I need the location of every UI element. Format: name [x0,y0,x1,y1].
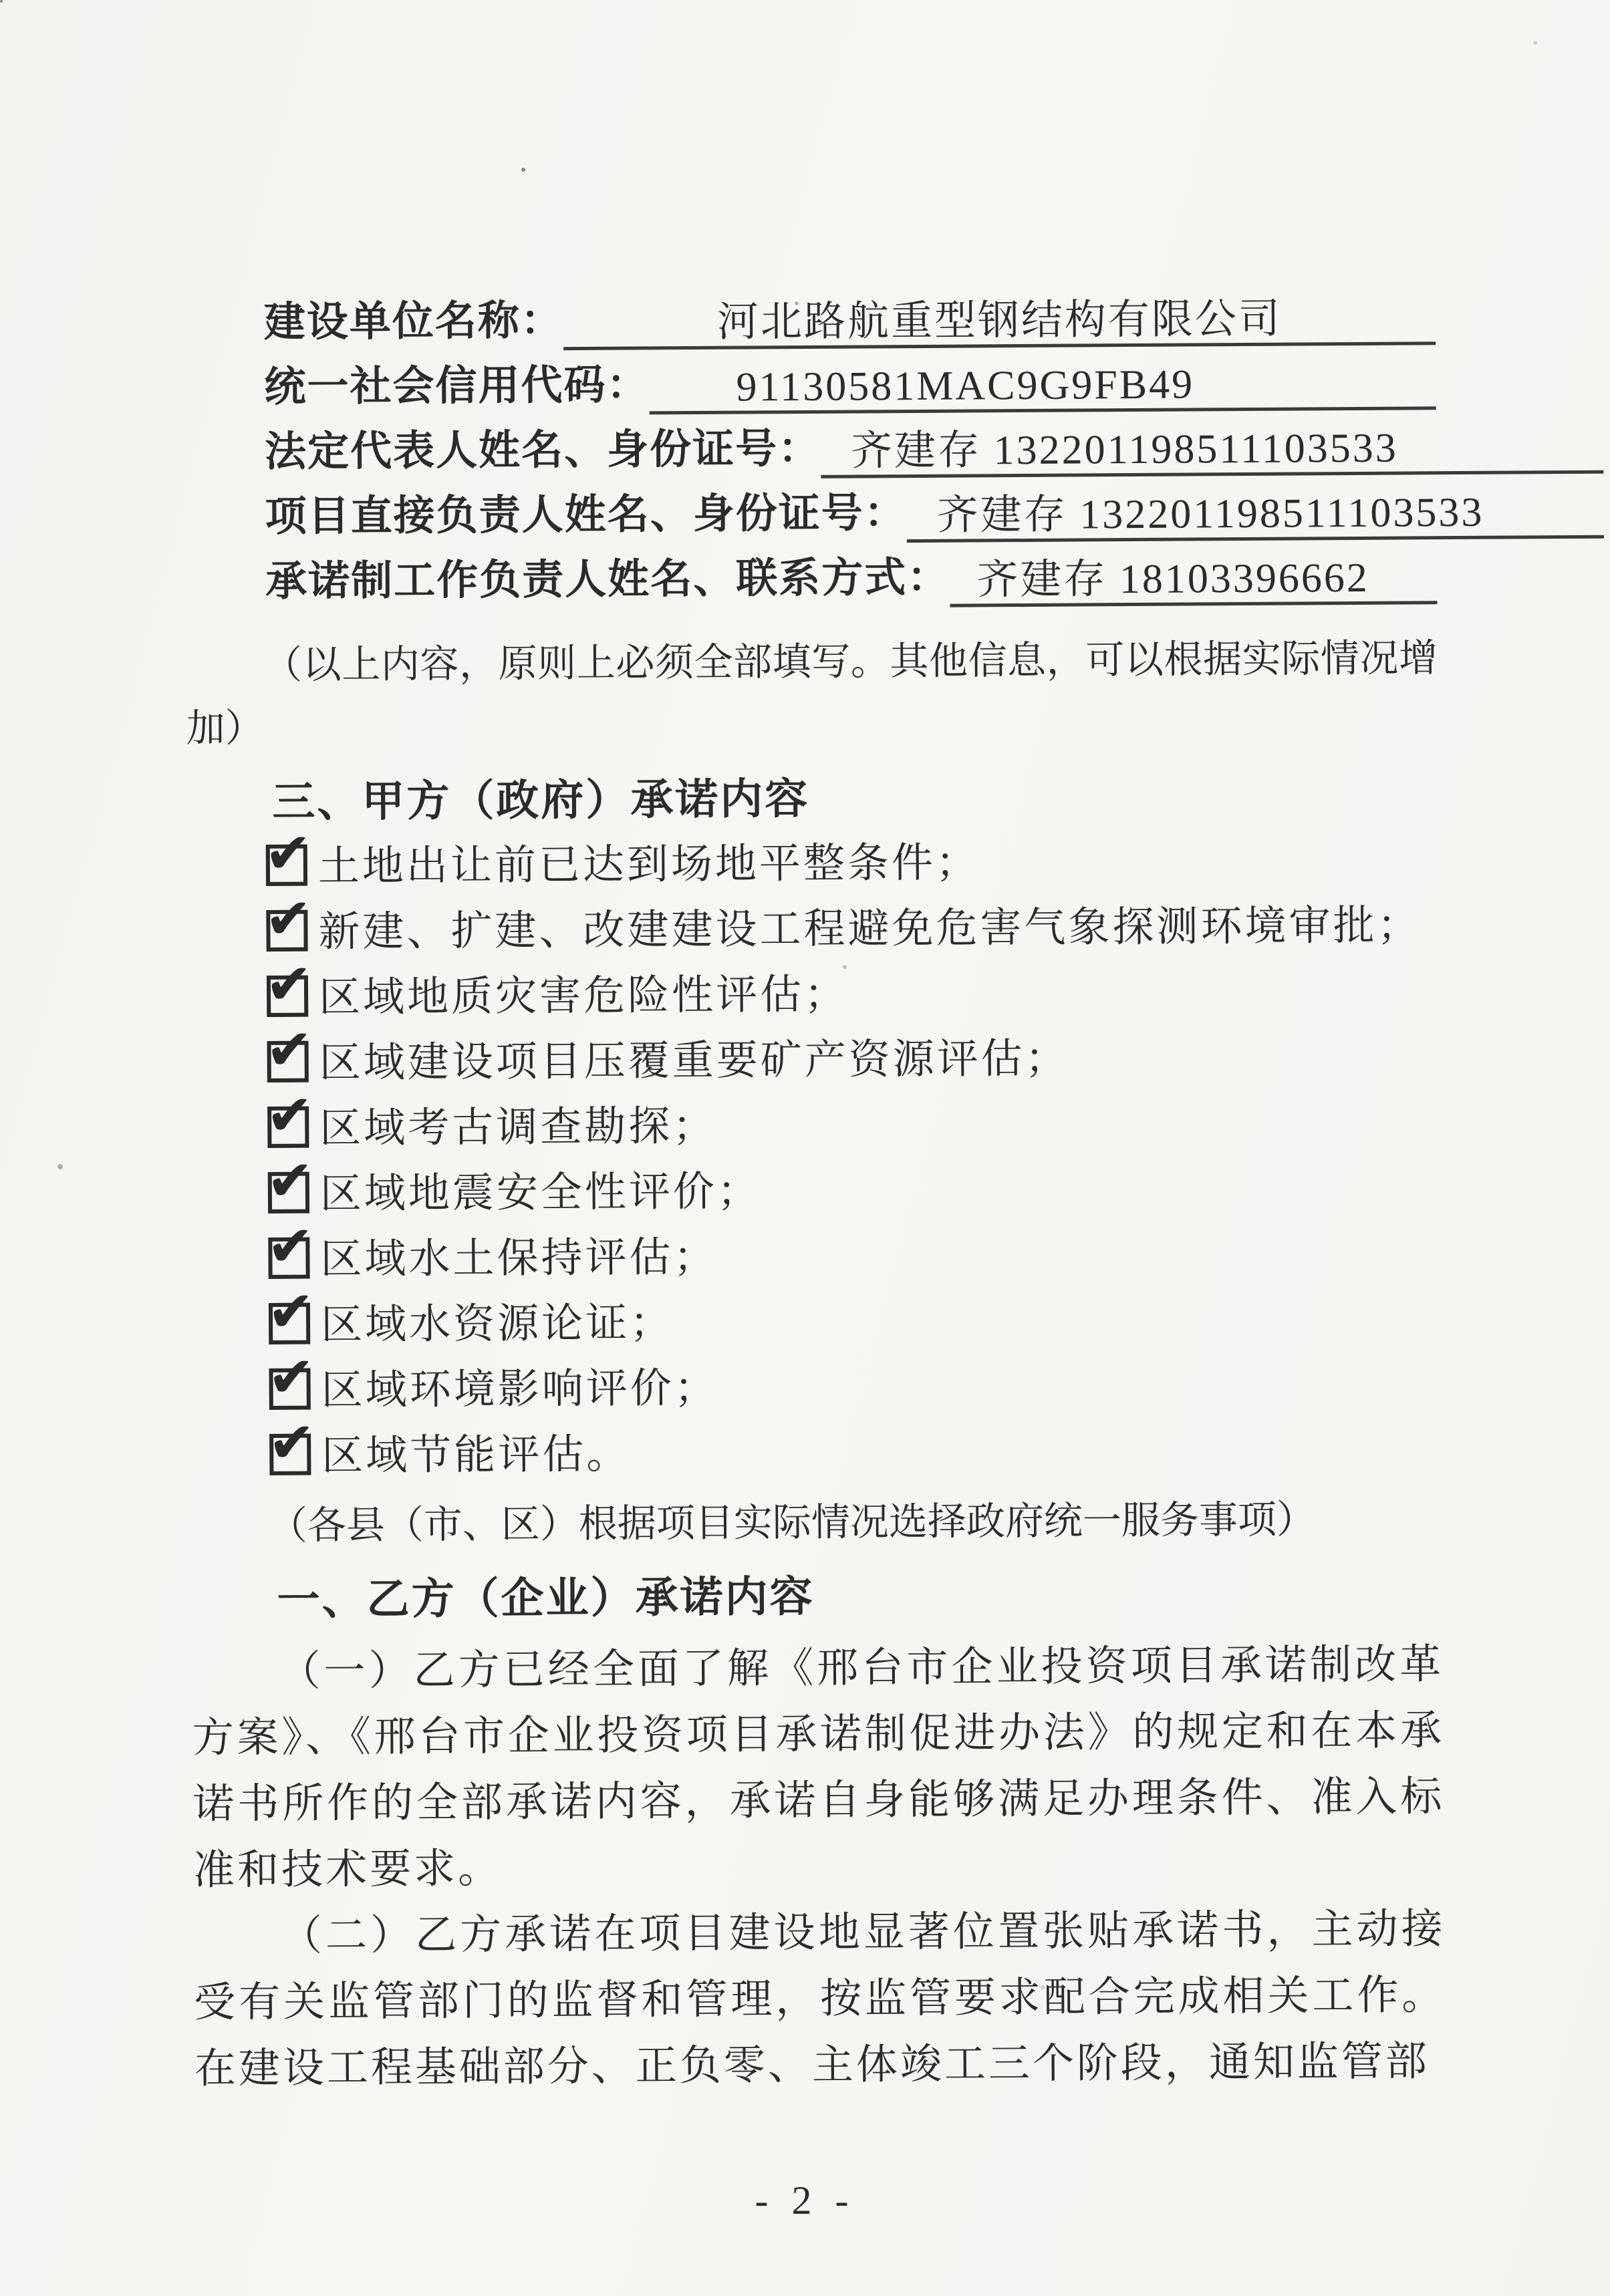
party-a-heading: 三、甲方（政府）承诺内容 [272,774,810,826]
checklist-item [269,1286,1442,1358]
form-field-row [264,280,1436,352]
checklist-item [266,827,1440,900]
scan-speck-artifacts [0,0,3,3]
party-a-checklist [187,827,1443,1489]
party-b-paragraph-1: （一）乙方已经全面了解《邢台市企业投资项目承诺制改革方案》、《邢台市企业投资项目承诺制促进办法》的规定和在本承诺书所作的全部承诺内容，承诺自身能够满足办理条件、准入标准和技术要求。 [192,1642,1445,1894]
checklist-item [267,1089,1441,1162]
form-field-value-underlined: 齐建存 132201198511103533 [821,426,1603,478]
checked-checkbox-icon [268,1172,309,1213]
form-field-value-underlined: 齐建存 132201198511103533 [907,491,1604,543]
header-form-fields [184,280,1484,611]
form-field-row [265,539,1438,611]
form-field-label: 项目直接负责人姓名、身份证号： [265,490,907,540]
form-field-row [265,409,1604,482]
checklist-item [269,1351,1442,1424]
checked-checkbox-icon [268,1238,309,1279]
checklist-item-text: 区域地震安全性评价； [319,1169,762,1217]
checklist-item [269,1417,1443,1489]
checked-checkbox-icon [269,1434,311,1475]
checklist-item [267,1024,1440,1097]
checklist-item [268,1220,1442,1293]
form-field-row [265,474,1604,547]
form-field-label: 法定代表人姓名、身份证号： [264,426,821,475]
party-b-heading: 一、乙方（企业）承诺内容 [277,1572,815,1624]
checklist-item-text: 区域地质灾害危险性评估； [318,972,849,1021]
checklist-item-text: 区域考古调查勘探； [319,1103,717,1152]
county-selection-note: （各县（市、区）根据项目实际情况选择政府统一服务事项） [268,1497,1316,1548]
page-number: - 2 - [755,2178,855,2222]
checklist-item-text: 区域节能评估。 [321,1431,631,1479]
form-field-value-underlined: 91130581MAC9G9FB49 [649,362,1436,414]
form-field-row [264,345,1436,417]
form-field-label: 建设单位名称： [263,298,564,345]
checklist-item-text: 区域建设项目压覆重要矿产资源评估； [319,1036,1069,1087]
form-field-label: 承诺制工作负责人姓名、联系方式： [265,555,950,605]
party-b-paragraph-2: （二）乙方承诺在项目建设地显著位置张贴承诺书，主动接受有关监管部门的监督和管理，按监管要求配合完成相关工作。在建设工程基础部分、正负零、主体竣工三个阶段，通知监管部 [194,1906,1446,2092]
checked-checkbox-icon [267,1041,309,1083]
checklist-item-text: 区域水资源论证； [320,1300,674,1348]
checked-checkbox-icon [266,910,307,952]
checklist-item-text: 土地出让前已达到场地平整条件； [317,840,980,890]
checklist-item-text: 区域水土保持评估； [320,1234,718,1283]
form-field-value-underlined: 河北路航重型钢结构有限公司 [563,297,1436,350]
checked-checkbox-icon [267,976,308,1017]
form-field-label: 统一社会信用代码： [264,362,650,410]
checklist-item-text: 区域环境影响评价； [321,1365,718,1414]
checked-checkbox-icon [269,1369,310,1410]
fill-instruction-note: （以上内容，原则上必须全部填写。其他信息，可以根据实际情况增加） [186,636,1438,750]
checked-checkbox-icon [269,1303,310,1344]
checked-checkbox-icon [267,1107,309,1148]
checklist-item [268,1155,1442,1228]
checklist-item [266,893,1440,966]
checked-checkbox-icon [266,845,307,886]
checklist-item-text: 新建、扩建、改建建设工程避免危害气象探测环境审批； [318,903,1422,956]
checklist-item [267,958,1440,1031]
form-field-value-underlined: 齐建存 18103396662 [950,557,1437,607]
